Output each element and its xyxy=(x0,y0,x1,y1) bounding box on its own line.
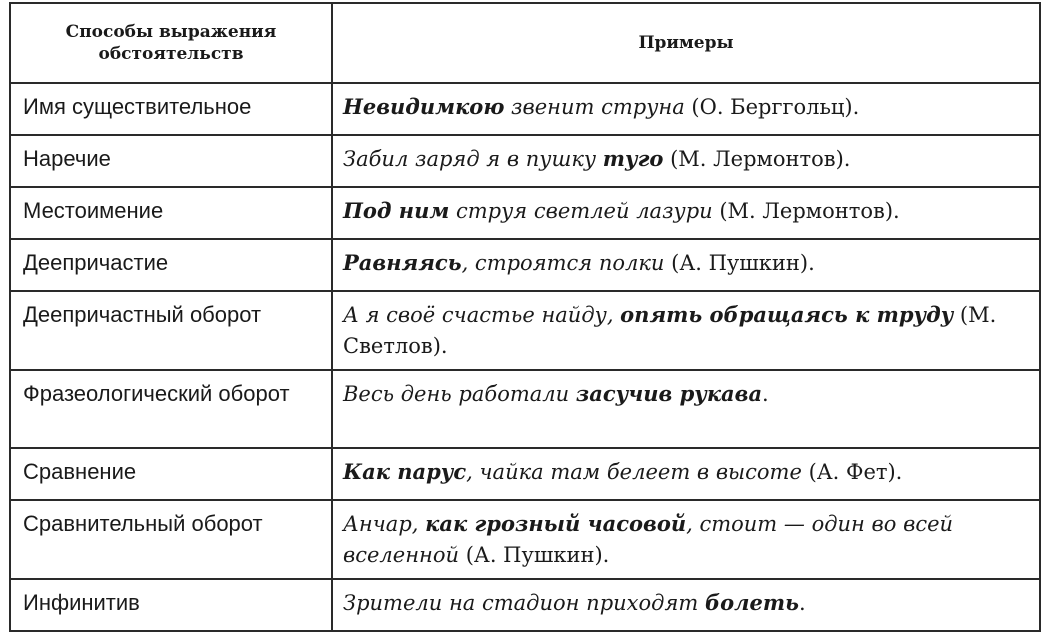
example-bold: Невидимкою xyxy=(343,94,505,119)
header-methods-line1: Способы выражения xyxy=(65,22,277,42)
row-category: Деепричастие xyxy=(10,239,332,291)
row-example xyxy=(332,579,1040,631)
row-category: Инфинитив xyxy=(10,579,332,631)
example-bold: как грозный часовой xyxy=(425,511,687,536)
example-italic: Анчар, xyxy=(343,512,426,536)
table-row xyxy=(10,239,1040,291)
example-italic-2: , стоит — один во всей вселенной xyxy=(343,512,954,567)
example-source: (А. Пушкин). xyxy=(459,543,610,567)
example-source: (О. Берггольц). xyxy=(684,95,860,119)
example-tail: . xyxy=(762,382,769,406)
example-italic: А я своё счастье найду, xyxy=(343,303,621,327)
example-bold: Как парус xyxy=(343,459,467,484)
example-italic: , чайка там белеет в высоте xyxy=(466,460,802,484)
header-methods-line2: обстоятельств xyxy=(98,44,244,64)
row-category: Деепричастный оборот xyxy=(10,291,332,370)
row-example xyxy=(332,135,1040,187)
row-category: Имя существительное xyxy=(10,83,332,135)
row-category: Фразеологический оборот xyxy=(10,370,332,448)
example-tail: . xyxy=(798,591,806,615)
table-row xyxy=(10,83,1040,135)
table-row xyxy=(10,187,1040,239)
table-row xyxy=(10,500,1040,579)
example-bold: болеть xyxy=(704,590,799,615)
header-methods xyxy=(10,3,332,83)
example-bold: опять обращаясь к труду xyxy=(620,302,954,327)
table-row xyxy=(10,135,1040,187)
example-source: (М. Светлов). xyxy=(343,303,997,358)
row-example xyxy=(332,83,1040,135)
row-example xyxy=(332,448,1040,500)
example-source: (А. Пушкин). xyxy=(664,251,815,275)
grammar-table-container xyxy=(9,2,1039,632)
example-italic: звенит струна xyxy=(504,95,685,119)
row-example xyxy=(332,291,1040,370)
example-italic: Зрители на стадион приходят xyxy=(343,591,705,615)
row-example xyxy=(332,500,1040,579)
row-example xyxy=(332,239,1040,291)
example-italic: струя светлей лазури xyxy=(449,199,713,223)
header-examples: Примеры xyxy=(332,3,1040,83)
table-row xyxy=(10,579,1040,631)
row-category: Сравнение xyxy=(10,448,332,500)
example-source: (М. Лермонтов). xyxy=(663,147,851,171)
example-bold: туго xyxy=(602,146,664,171)
example-source: (М. Лермонтов). xyxy=(712,199,900,223)
example-bold: Равняясь xyxy=(343,250,462,275)
row-category: Сравнительный оборот xyxy=(10,500,332,579)
example-bold: Под ним xyxy=(343,198,450,223)
example-bold: засучив рукава xyxy=(575,381,763,406)
adverbial-modifiers-table xyxy=(9,2,1041,632)
table-row xyxy=(10,370,1040,448)
row-category: Наречие xyxy=(10,135,332,187)
row-example xyxy=(332,370,1040,448)
table-row xyxy=(10,291,1040,370)
example-italic: Забил заряд я в пушку xyxy=(343,147,603,171)
example-italic: Весь день работали xyxy=(343,382,576,406)
table-row xyxy=(10,448,1040,500)
example-italic: , строятся полки xyxy=(461,251,665,275)
example-source: (А. Фет). xyxy=(801,460,903,484)
table-header-row xyxy=(10,3,1040,83)
row-example xyxy=(332,187,1040,239)
row-category: Местоимение xyxy=(10,187,332,239)
